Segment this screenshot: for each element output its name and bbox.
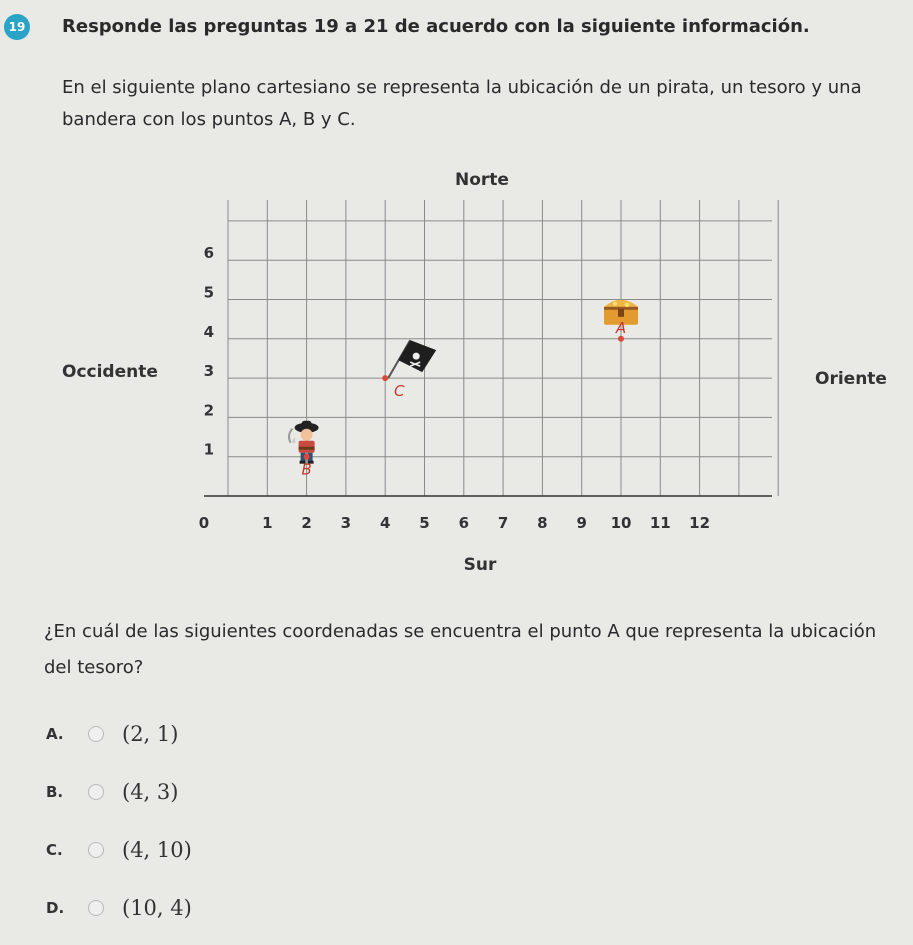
answer-option-c[interactable]: [46, 835, 192, 865]
question-number-badge: 19: [4, 14, 30, 40]
y-tick-label: 1: [203, 440, 214, 459]
answer-option-b[interactable]: [46, 777, 178, 807]
point-label-c: C: [393, 382, 405, 401]
x-tick-label: 8: [537, 514, 548, 532]
cartesian-plane: [0, 160, 913, 590]
x-tick-label: 9: [576, 514, 587, 532]
option-letter: D.: [46, 899, 65, 917]
x-tick-label: 4: [379, 514, 391, 532]
point-label-a: A: [615, 318, 627, 337]
question-text: ¿En cuál de las siguientes coordenadas se encuentra el punto A que representa la ubicación del tesoro?: [44, 621, 877, 678]
x-tick-label: 1: [262, 514, 273, 532]
x-tick-label: 6: [458, 514, 470, 532]
option-letter: C.: [46, 841, 63, 859]
x-tick-label: 5: [419, 514, 430, 532]
radio-circle-icon[interactable]: [88, 784, 104, 800]
y-tick-label: 5: [203, 283, 214, 302]
answer-option-d[interactable]: [46, 893, 192, 923]
context-paragraph: En el siguiente plano cartesiano se representa la ubicación de un pirata, un tesoro y una bandera con los puntos A, B y C.: [62, 77, 862, 130]
option-value: (10, 4): [122, 896, 192, 920]
y-tick-label: 3: [203, 362, 214, 381]
compass-west-label: Occidente: [62, 362, 158, 382]
x-tick-label: 3: [340, 514, 352, 532]
y-tick-labels: [204, 244, 214, 459]
x-tick-label: 0: [198, 514, 210, 532]
x-tick-labels: [199, 514, 710, 532]
point-marker-b: [304, 454, 310, 460]
answer-option-a[interactable]: [46, 719, 178, 749]
option-letter: B.: [46, 783, 64, 801]
y-tick-label: 4: [203, 322, 214, 341]
x-tick-label: 12: [689, 514, 711, 532]
intro-text: Responde las preguntas 19 a 21 de acuerdo con la siguiente información.: [62, 16, 810, 37]
grid: [204, 200, 778, 496]
flag-icon: [388, 340, 436, 378]
y-tick-label: 6: [203, 244, 214, 263]
option-value: (2, 1): [122, 722, 179, 746]
compass-south-label: Sur: [463, 555, 497, 575]
point-marker-c: [382, 375, 388, 381]
radio-circle-icon[interactable]: [88, 900, 104, 916]
x-tick-label: 7: [497, 514, 509, 532]
radio-circle-icon[interactable]: [88, 726, 104, 742]
option-value: (4, 10): [122, 838, 192, 862]
point-label-b: B: [301, 460, 312, 479]
compass-east-label: Oriente: [815, 369, 887, 389]
option-letter: A.: [46, 725, 64, 743]
compass-north-label: Norte: [455, 170, 509, 190]
x-tick-label: 10: [610, 514, 632, 532]
y-tick-label: 2: [203, 401, 214, 420]
option-value: (4, 3): [122, 780, 179, 804]
x-tick-label: 2: [301, 514, 312, 532]
radio-circle-icon[interactable]: [88, 842, 104, 858]
x-tick-label: 11: [649, 514, 671, 532]
